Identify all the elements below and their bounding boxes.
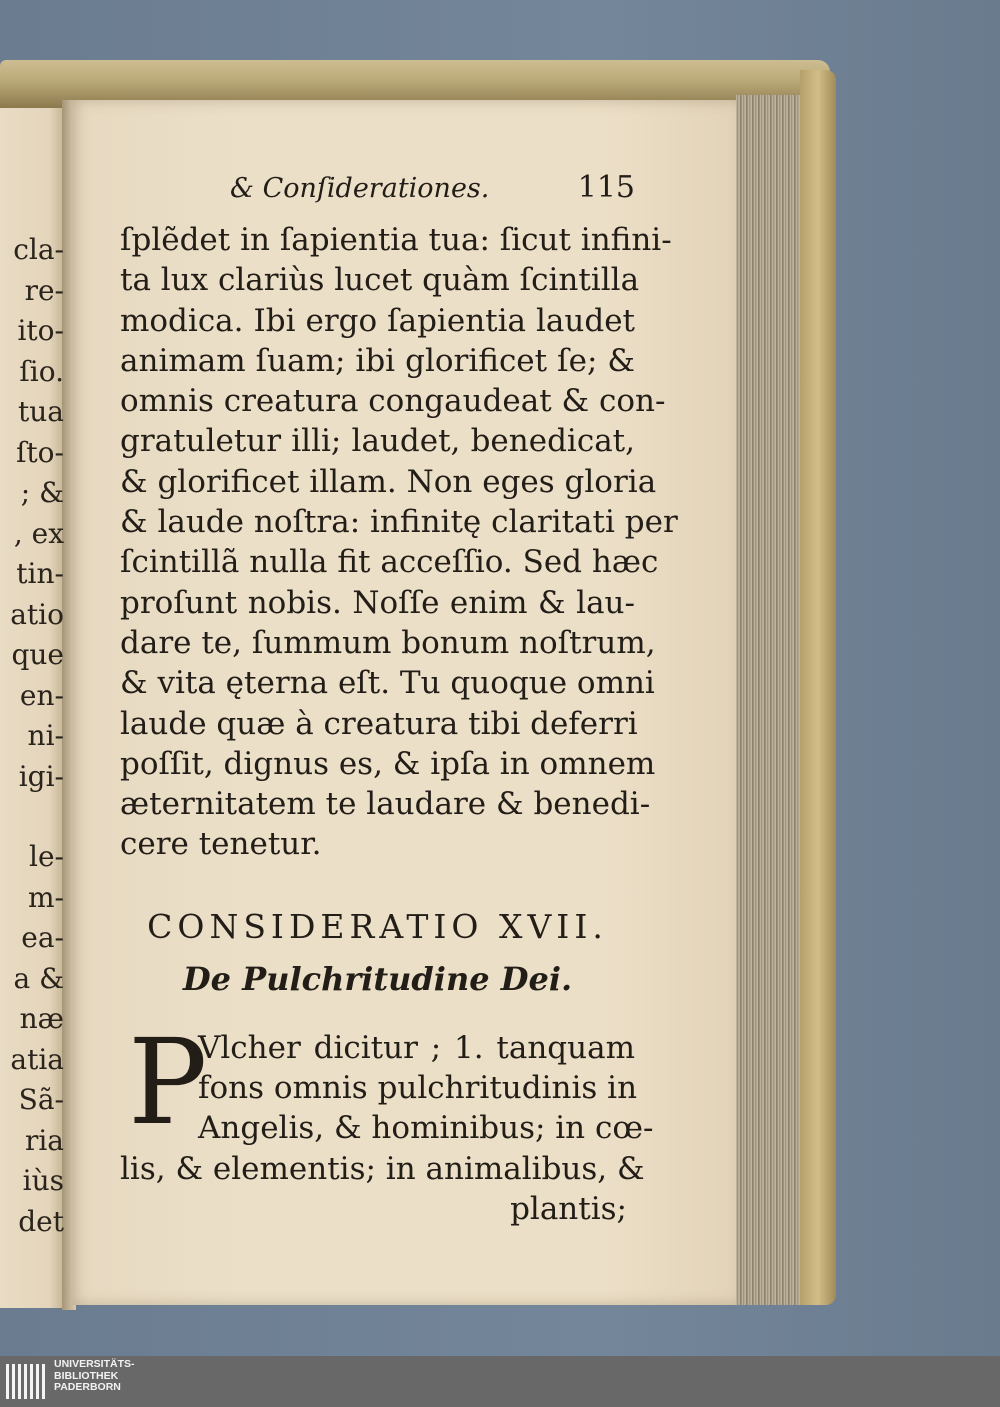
library-footer — [0, 1356, 1000, 1407]
page-fore-edge — [736, 95, 806, 1305]
section-heading: CONSIDERATIO XVII. — [147, 906, 608, 946]
fragment: det — [18, 1204, 64, 1238]
page-number: 115 — [577, 170, 635, 205]
text-line: Angelis, & hominibus; in cœ- — [198, 1110, 654, 1147]
fragment: atio — [10, 597, 64, 631]
fragment: igi- — [18, 759, 64, 793]
fragment: m- — [27, 880, 64, 914]
text-line: ta lux clariùs lucet quàm ſcintilla — [120, 262, 640, 299]
fragment: atia — [10, 1042, 64, 1076]
left-page-text-fragments — [0, 230, 64, 1242]
fragment: ria — [24, 1123, 64, 1157]
fragment: iùs — [22, 1164, 64, 1197]
fragment: tin- — [16, 557, 64, 590]
fragment: en- — [19, 678, 64, 712]
fragment: ni- — [27, 719, 64, 752]
section-paragraph — [120, 1012, 654, 1229]
text-line: æternitatem te laudare & benedi- — [120, 786, 651, 823]
fragment: ſto- — [16, 435, 64, 469]
page-text — [120, 170, 678, 1229]
fragment: Sã- — [18, 1083, 64, 1116]
running-title: & Conſiderationes. — [230, 173, 490, 204]
fragment: cla- — [13, 233, 64, 266]
text-line: Vlcher dicitur ; 1. tanquam — [198, 1029, 635, 1066]
drop-cap: P — [128, 1012, 208, 1151]
fragment: le- — [29, 840, 64, 873]
catchword: plantis; — [510, 1190, 627, 1227]
fragment: , ex — [13, 516, 64, 550]
fragment: næ — [19, 1002, 64, 1035]
library-name-line: UNIVERSITÄTS- — [54, 1358, 135, 1370]
library-name-line: BIBLIOTHEK — [54, 1369, 119, 1382]
library-name — [54, 1359, 135, 1394]
cover-edge — [800, 70, 836, 1305]
fragment: ; & — [20, 476, 64, 509]
text-line: laude quæ à creatura tibi deferri — [120, 705, 638, 742]
text-line: & vita ęterna eſt. Tu quoque omni — [120, 665, 655, 702]
text-line: fons omnis pulchritudinis in — [198, 1070, 638, 1107]
fragment: que — [11, 638, 64, 671]
text-line: animam ſuam; ibi glorificet ſe; & — [120, 342, 635, 379]
text-line: dare te, ſummum bonum noſtrum, — [120, 624, 656, 661]
fragment: ſio. — [19, 354, 64, 388]
body-paragraph — [120, 220, 678, 865]
fragment: ea- — [21, 921, 64, 954]
library-logo-icon — [6, 1364, 46, 1399]
text-line: & laude noſtra: infinitę claritati per — [120, 504, 678, 541]
text-line: omnis creatura congaudeat & con- — [120, 383, 666, 420]
fragment: re- — [24, 273, 64, 307]
fragment-gap — [0, 797, 64, 837]
running-head — [120, 170, 635, 220]
text-line: poſſit, dignus es, & ipſa in omnem — [120, 745, 656, 782]
section-subheading: De Pulchritudine Dei. — [182, 959, 573, 998]
fragment: tua — [18, 395, 64, 428]
text-line: proſunt nobis. Noſſe enim & lau- — [120, 584, 635, 621]
text-line: gratuletur illi; laudet, benedicat, — [120, 423, 635, 460]
text-line: ſplẽdet in ſapientia tua: ſicut infini- — [120, 222, 672, 258]
text-line: & glorificet illam. Non eges gloria — [120, 463, 657, 500]
fragment: ito- — [17, 314, 64, 347]
text-line: modica. Ibi ergo ſapientia laudet — [120, 302, 635, 339]
fragment: a & — [13, 961, 64, 995]
text-line: lis, & elementis; in animalibus, & — [120, 1150, 645, 1187]
text-line: ſcintillã nulla fit acceſſio. Sed hæc — [120, 544, 659, 581]
library-name-line: PADERBORN — [54, 1381, 121, 1393]
text-line: cere tenetur. — [120, 826, 322, 863]
